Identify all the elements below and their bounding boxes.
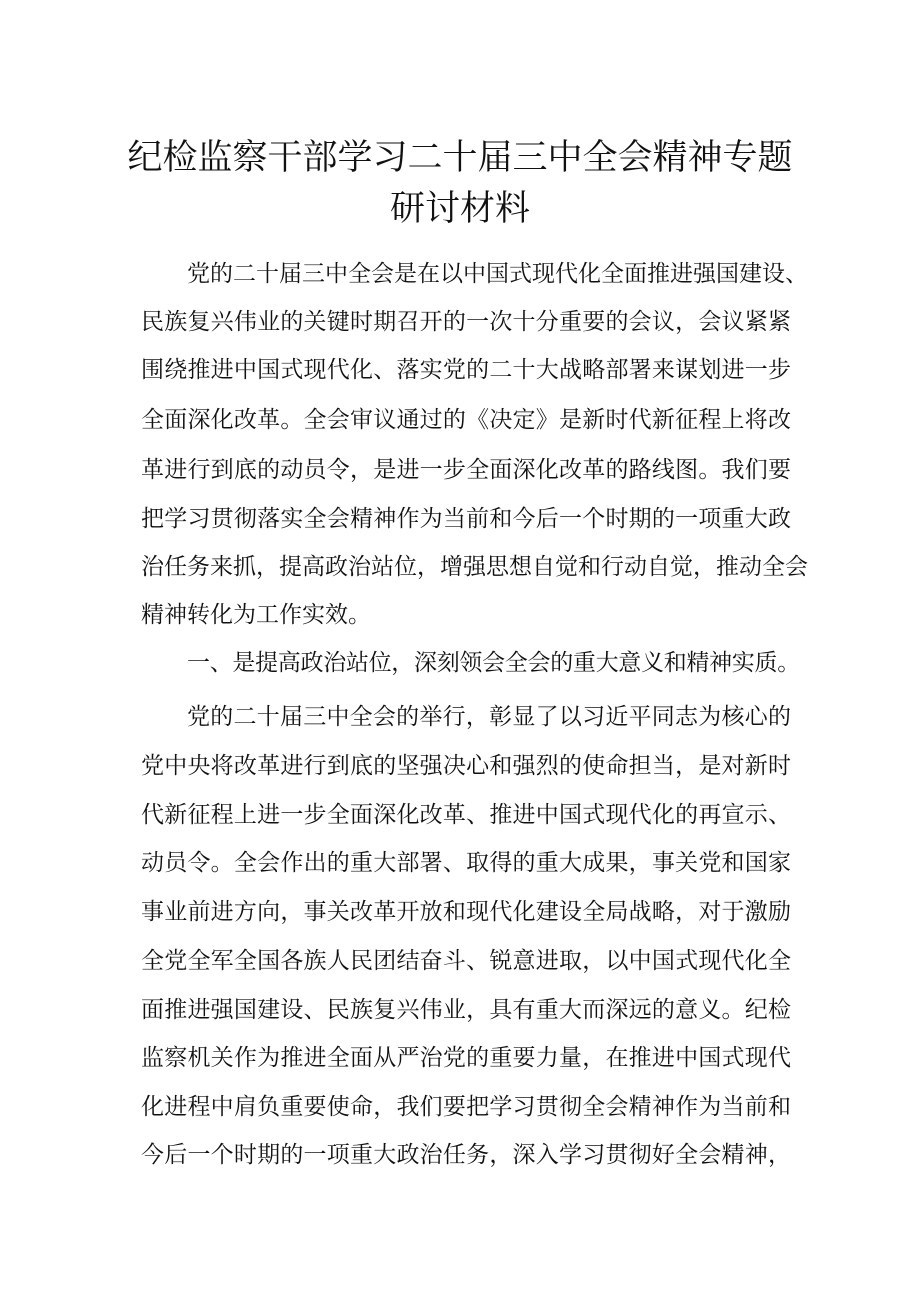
document-title-line-1: 纪检监察干部学习二十届三中全会精神专题 — [127, 138, 793, 178]
paragraph-2-line: 事业前进方向，事关改革开放和现代化建设全局战略，对于激励 — [141, 899, 791, 925]
paragraph-1-line: 围绕推进中国式现代化、落实党的二十大战略部署来谋划进一步 — [141, 357, 791, 383]
paragraph-2-line: 代新征程上进一步全面深化改革、推进中国式现代化的再宣示、 — [141, 802, 791, 828]
paragraph-2-line: 全党全军全国各族人民团结奋斗、锐意进取，以中国式现代化全 — [141, 948, 791, 974]
paragraph-2-line: 动员令。全会作出的重大部署、取得的重大成果，事关党和国家 — [141, 850, 791, 876]
document-title-line-2: 研讨材料 — [389, 189, 530, 229]
paragraph-2-line: 监察机关作为推进全面从严治党的重要力量，在推进中国式现代 — [141, 1045, 791, 1071]
paragraph-2-line: 党的二十届三中全会的举行，彰显了以习近平同志为核心的 — [187, 704, 791, 730]
paragraph-2-line: 今后一个时期的一项重大政治任务，深入学习贯彻好全会精神， — [141, 1142, 791, 1168]
section-heading-1: 一、是提高政治站位，深刻领会全会的重大意义和精神实质。 — [187, 650, 800, 676]
paragraph-2-line: 面推进强国建设、民族复兴伟业，具有重大而深远的意义。纪检 — [141, 997, 791, 1023]
paragraph-1-line: 把学习贯彻落实全会精神作为当前和今后一个时期的一项重大政 — [141, 506, 791, 532]
paragraph-2-line: 化进程中肩负重要使命，我们要把学习贯彻全会精神作为当前和 — [141, 1094, 791, 1120]
paragraph-1-line: 革进行到底的动员令，是进一步全面深化改革的路线图。我们要 — [141, 457, 791, 483]
paragraph-1-line: 全面深化改革。全会审议通过的《决定》是新时代新征程上将改 — [141, 407, 791, 433]
paragraph-1-line: 治任务来抓，提高政治站位，增强思想自觉和行动自觉，推动全会 — [141, 554, 808, 580]
paragraph-2-line: 党中央将改革进行到底的坚强决心和强烈的使命担当，是对新时 — [141, 753, 791, 779]
paragraph-1-line: 党的二十届三中全会是在以中国式现代化全面推进强国建设、 — [187, 261, 808, 287]
paragraph-1-line: 精神转化为工作实效。 — [141, 602, 371, 628]
paragraph-1-line: 民族复兴伟业的关键时期召开的一次十分重要的会议，会议紧紧 — [141, 309, 791, 335]
